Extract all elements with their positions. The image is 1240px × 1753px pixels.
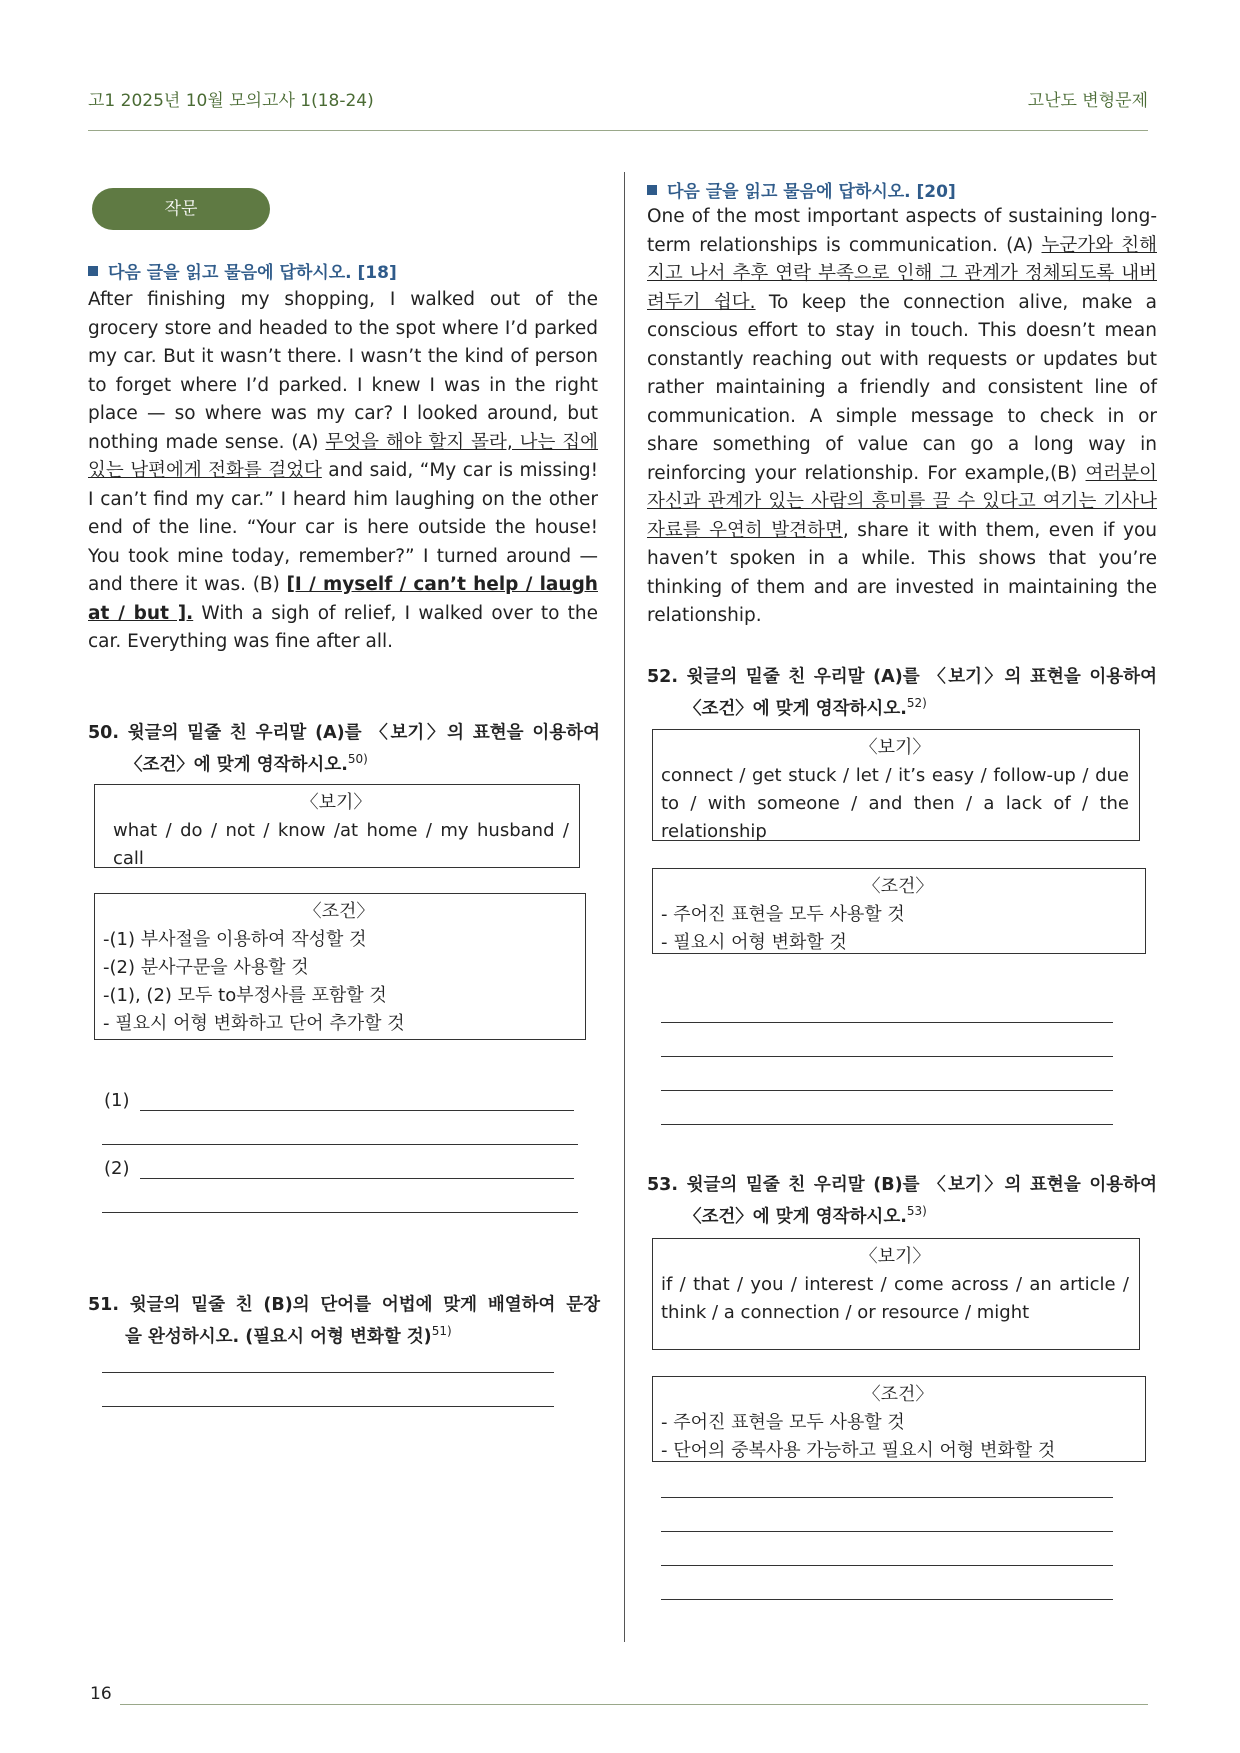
footer-divider: [120, 1704, 1148, 1705]
condition-item: - 주어진 표현을 모두 사용할 것: [661, 904, 905, 925]
passage-text: One of the most important aspects of sustaining long-term relationships is communication. (A): [647, 206, 1157, 256]
condition-item: -(1), (2) 모두 to부정사를 포함할 것: [103, 985, 387, 1006]
q52-line1: 52. 윗글의 밑줄 친 우리말 (A)를 〈보기〉의 표현을 이용하여: [647, 667, 1157, 687]
answer-line[interactable]: [102, 1144, 578, 1145]
bogi-words: if / that / you / interest / come across / an article / think / a connection / or resource / might: [661, 1274, 1129, 1323]
q53-line2: [684, 1198, 927, 1231]
bogi-title: 〈보기〉: [859, 1246, 931, 1267]
q53-conditions-box: [652, 1376, 1146, 1462]
bogi-title: 〈보기〉: [859, 737, 931, 758]
q50-answer-label-2: (2): [104, 1158, 130, 1179]
q50-conditions-box: [94, 893, 586, 1040]
q52-line2-text: 〈조건〉에 맞게 영작하시오.: [684, 698, 907, 719]
q53-bogi-box: [652, 1238, 1140, 1350]
q51-line1: 51. 윗글의 밑줄 친 (B)의 단어를 어법에 맞게 배열하여 문장: [88, 1295, 600, 1315]
answer-line[interactable]: [661, 1022, 1113, 1023]
underlined-a: 무엇을 해야 할지 몰라, 나는 집에 있는 남편에게 전화를 걸었다: [88, 431, 599, 481]
answer-line[interactable]: [661, 1599, 1113, 1600]
passage-text: After finishing my shopping, I walked out of the grocery store and headed to the spot where I’d parked my car. But it wasn’t there. I wasn’t the kind of person to forget where I’d parked. I knew I was in the right place — so where was my car? I looked around, but nothing made sense. (A): [88, 289, 598, 453]
answer-line[interactable]: [102, 1406, 554, 1407]
passage-text: , share it with them, even if you haven’t spoken in a while. This shows that you’re thinking of them and are invested in maintaining the relationship.: [647, 519, 1157, 626]
passage-text: To keep the connection alive, make a conscious effort to stay in touch. This doesn’t mean constantly reaching out with requests or updates but rather maintaining a friendly and consistent line of communication. A simple message to check in or share something of value can go a long way in reinforcing your relationship. For example,(B): [647, 291, 1157, 484]
q50-line2-text: 〈조건〉에 맞게 영작하시오.: [125, 754, 348, 775]
q53-line2-text: 〈조건〉에 맞게 영작하시오.: [684, 1206, 907, 1227]
bogi-words: connect / get stuck / let / it’s easy / follow-up / due to / with someone / and then / a lack of / the relationship: [661, 765, 1129, 842]
right-instruction: [647, 177, 956, 202]
header-title: 고1 2025년 10월 모의고사 1(18-24): [88, 91, 374, 111]
footnote-ref: 52): [906, 696, 927, 710]
answer-line[interactable]: [661, 1565, 1113, 1566]
right-passage: [647, 203, 1157, 631]
header-divider: [88, 130, 1148, 131]
q51-line2-text: 을 완성하시오. (필요시 어형 변화할 것): [125, 1326, 432, 1347]
jogeon-title: 〈조건〉: [862, 876, 934, 897]
answer-line[interactable]: [661, 1090, 1113, 1091]
right-instruction-text: 다음 글을 읽고 물음에 답하시오. [20]: [667, 182, 956, 202]
answer-line[interactable]: [661, 1531, 1113, 1532]
q52-line2: [684, 690, 927, 723]
answer-line[interactable]: [140, 1178, 574, 1179]
answer-line[interactable]: [661, 1056, 1113, 1057]
underlined-a: 누군가와 친해지고 나서 추후 연락 부족으로 인해 그 관계가 정체되도록 내버려두기 쉽다.: [647, 234, 1157, 313]
square-bullet-icon: [88, 266, 98, 276]
q50-bogi-box: [94, 784, 580, 868]
jogeon-title: 〈조건〉: [862, 1384, 934, 1405]
header-subtitle: 고난도 변형문제: [1027, 91, 1148, 111]
answer-line[interactable]: [102, 1372, 554, 1373]
passage-text: With a sigh of relief, I walked over to the car. Everything was fine after all.: [88, 602, 598, 652]
q52-bogi-box: [652, 729, 1140, 841]
page-number: 16: [90, 1684, 112, 1704]
column-divider: [624, 172, 625, 1642]
condition-item: - 단어의 중복사용 가능하고 필요시 어형 변화할 것: [661, 1440, 1056, 1461]
left-instruction: [88, 258, 397, 283]
q52-conditions-box: [652, 868, 1146, 954]
answer-line[interactable]: [661, 1497, 1113, 1498]
bogi-words: what / do / not / know /at home / my husband / call: [113, 820, 569, 869]
jogeon-title: 〈조건〉: [303, 901, 375, 922]
q53-line1: 53. 윗글의 밑줄 친 우리말 (B)를 〈보기〉의 표현을 이용하여: [647, 1175, 1157, 1195]
section-pill: 작문: [92, 188, 270, 230]
left-instruction-text: 다음 글을 읽고 물음에 답하시오. [18]: [108, 263, 397, 283]
footnote-ref: 51): [431, 1324, 452, 1338]
passage-text: and said, “My car is missing! I can’t find my car.” I heard him laughing on the other end of the line. “Your car is here outside the house! You took mine today, remember?” I turned around — and there it was. (B): [88, 460, 598, 595]
condition-item: -(2) 분사구문을 사용할 것: [103, 957, 309, 978]
q50-answer-label-1: (1): [104, 1090, 130, 1111]
answer-line[interactable]: [661, 1124, 1113, 1125]
answer-line[interactable]: [102, 1212, 578, 1213]
answer-line[interactable]: [140, 1110, 574, 1111]
footnote-ref: 50): [347, 752, 368, 766]
condition-item: - 주어진 표현을 모두 사용할 것: [661, 1412, 905, 1433]
square-bullet-icon: [647, 185, 657, 195]
condition-item: - 필요시 어형 변화할 것: [661, 932, 847, 953]
bracket-b: [I / myself / can’t help / laugh at / but ].: [88, 574, 598, 624]
bogi-title: 〈보기〉: [300, 792, 372, 813]
footnote-ref: 53): [906, 1204, 927, 1218]
underlined-b: 여러분이 자신과 관계가 있는 사람의 흥미를 끌 수 있다고 여기는 기사나 자료를 우연히 발견하면: [647, 462, 1157, 541]
condition-item: - 필요시 어형 변화하고 단어 추가할 것: [103, 1013, 405, 1034]
condition-item: -(1) 부사절을 이용하여 작성할 것: [103, 929, 367, 950]
q50-line1: 50. 윗글의 밑줄 친 우리말 (A)를 〈보기〉의 표현을 이용하여: [88, 723, 600, 743]
q50-line2: [125, 746, 368, 779]
left-passage: [88, 286, 598, 657]
q51-line2: [125, 1318, 452, 1351]
